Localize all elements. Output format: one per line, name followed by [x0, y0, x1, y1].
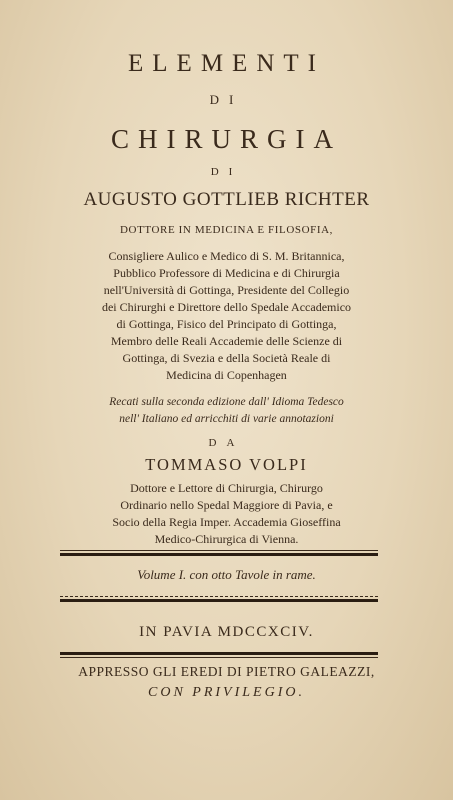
title-di: DI [209, 92, 244, 107]
author-description-line: Membro delle Reali Accademie delle Scienze di [110, 334, 343, 348]
author-description-line: Medicina di Copenhagen [166, 368, 287, 382]
imprint-place-date: IN PAVIA MDCCXCIV. [139, 624, 314, 640]
translation-note-line: Recati sulla seconda edizione dall' Idioma Tedesco [109, 396, 344, 408]
author-degree: DOTTORE IN MEDICINA E FILOSOFIA, [119, 224, 334, 236]
author-description-line: di Gottinga, Fisico del Principato di Gottinga, [116, 317, 337, 331]
title-chirurgia: CHIRURGIA [110, 124, 342, 154]
author-description-line: Pubblico Professore di Medicina e di Chirurgia [113, 266, 340, 280]
translator-description-line: Dottore e Lettore di Chirurgia, Chirurgo [130, 481, 323, 495]
translator-description-line: Ordinario nello Spedal Maggiore di Pavia, e [120, 498, 333, 512]
volume-statement: Volume I. con otto Tavole in rame. [137, 567, 316, 582]
translation-note-line: nell' Italiano ed arricchiti di varie annotazioni [119, 413, 334, 425]
translator-description-line: Medico-Chirurgica di Vienna. [154, 532, 299, 546]
author-description-line: nell'Università di Gottinga, Presidente del Collegio [103, 283, 350, 297]
imprint-publisher: APPRESSO GLI EREDI DI PIETRO GALEAZZI, [78, 664, 375, 679]
author-description-line: dei Chirurghi e Direttore dello Spedale Accademico [101, 300, 352, 314]
divider-rule [60, 596, 378, 597]
divider-rule [60, 599, 378, 602]
divider-rule [60, 657, 378, 658]
divider-rule [60, 553, 378, 556]
author-name: AUGUSTO GOTTLIEB RICHTER [83, 189, 370, 210]
translator-by: DA [208, 437, 245, 449]
title-di-second: DI [210, 166, 243, 178]
divider-rule [60, 652, 378, 655]
divider-rule [60, 550, 378, 551]
author-description-line: Consigliere Aulico e Medico di S. M. Britannica, [108, 249, 345, 263]
imprint-privilege: CON PRIVILEGIO. [148, 685, 305, 700]
translator-description-line: Socio della Regia Imper. Accademia Gioseffina [112, 515, 341, 529]
title-elementi: ELEMENTI [128, 50, 325, 77]
translator-name: TOMMASO VOLPI [145, 455, 308, 474]
author-description-line: Gottinga, di Svezia e della Società Reale di [122, 351, 331, 365]
